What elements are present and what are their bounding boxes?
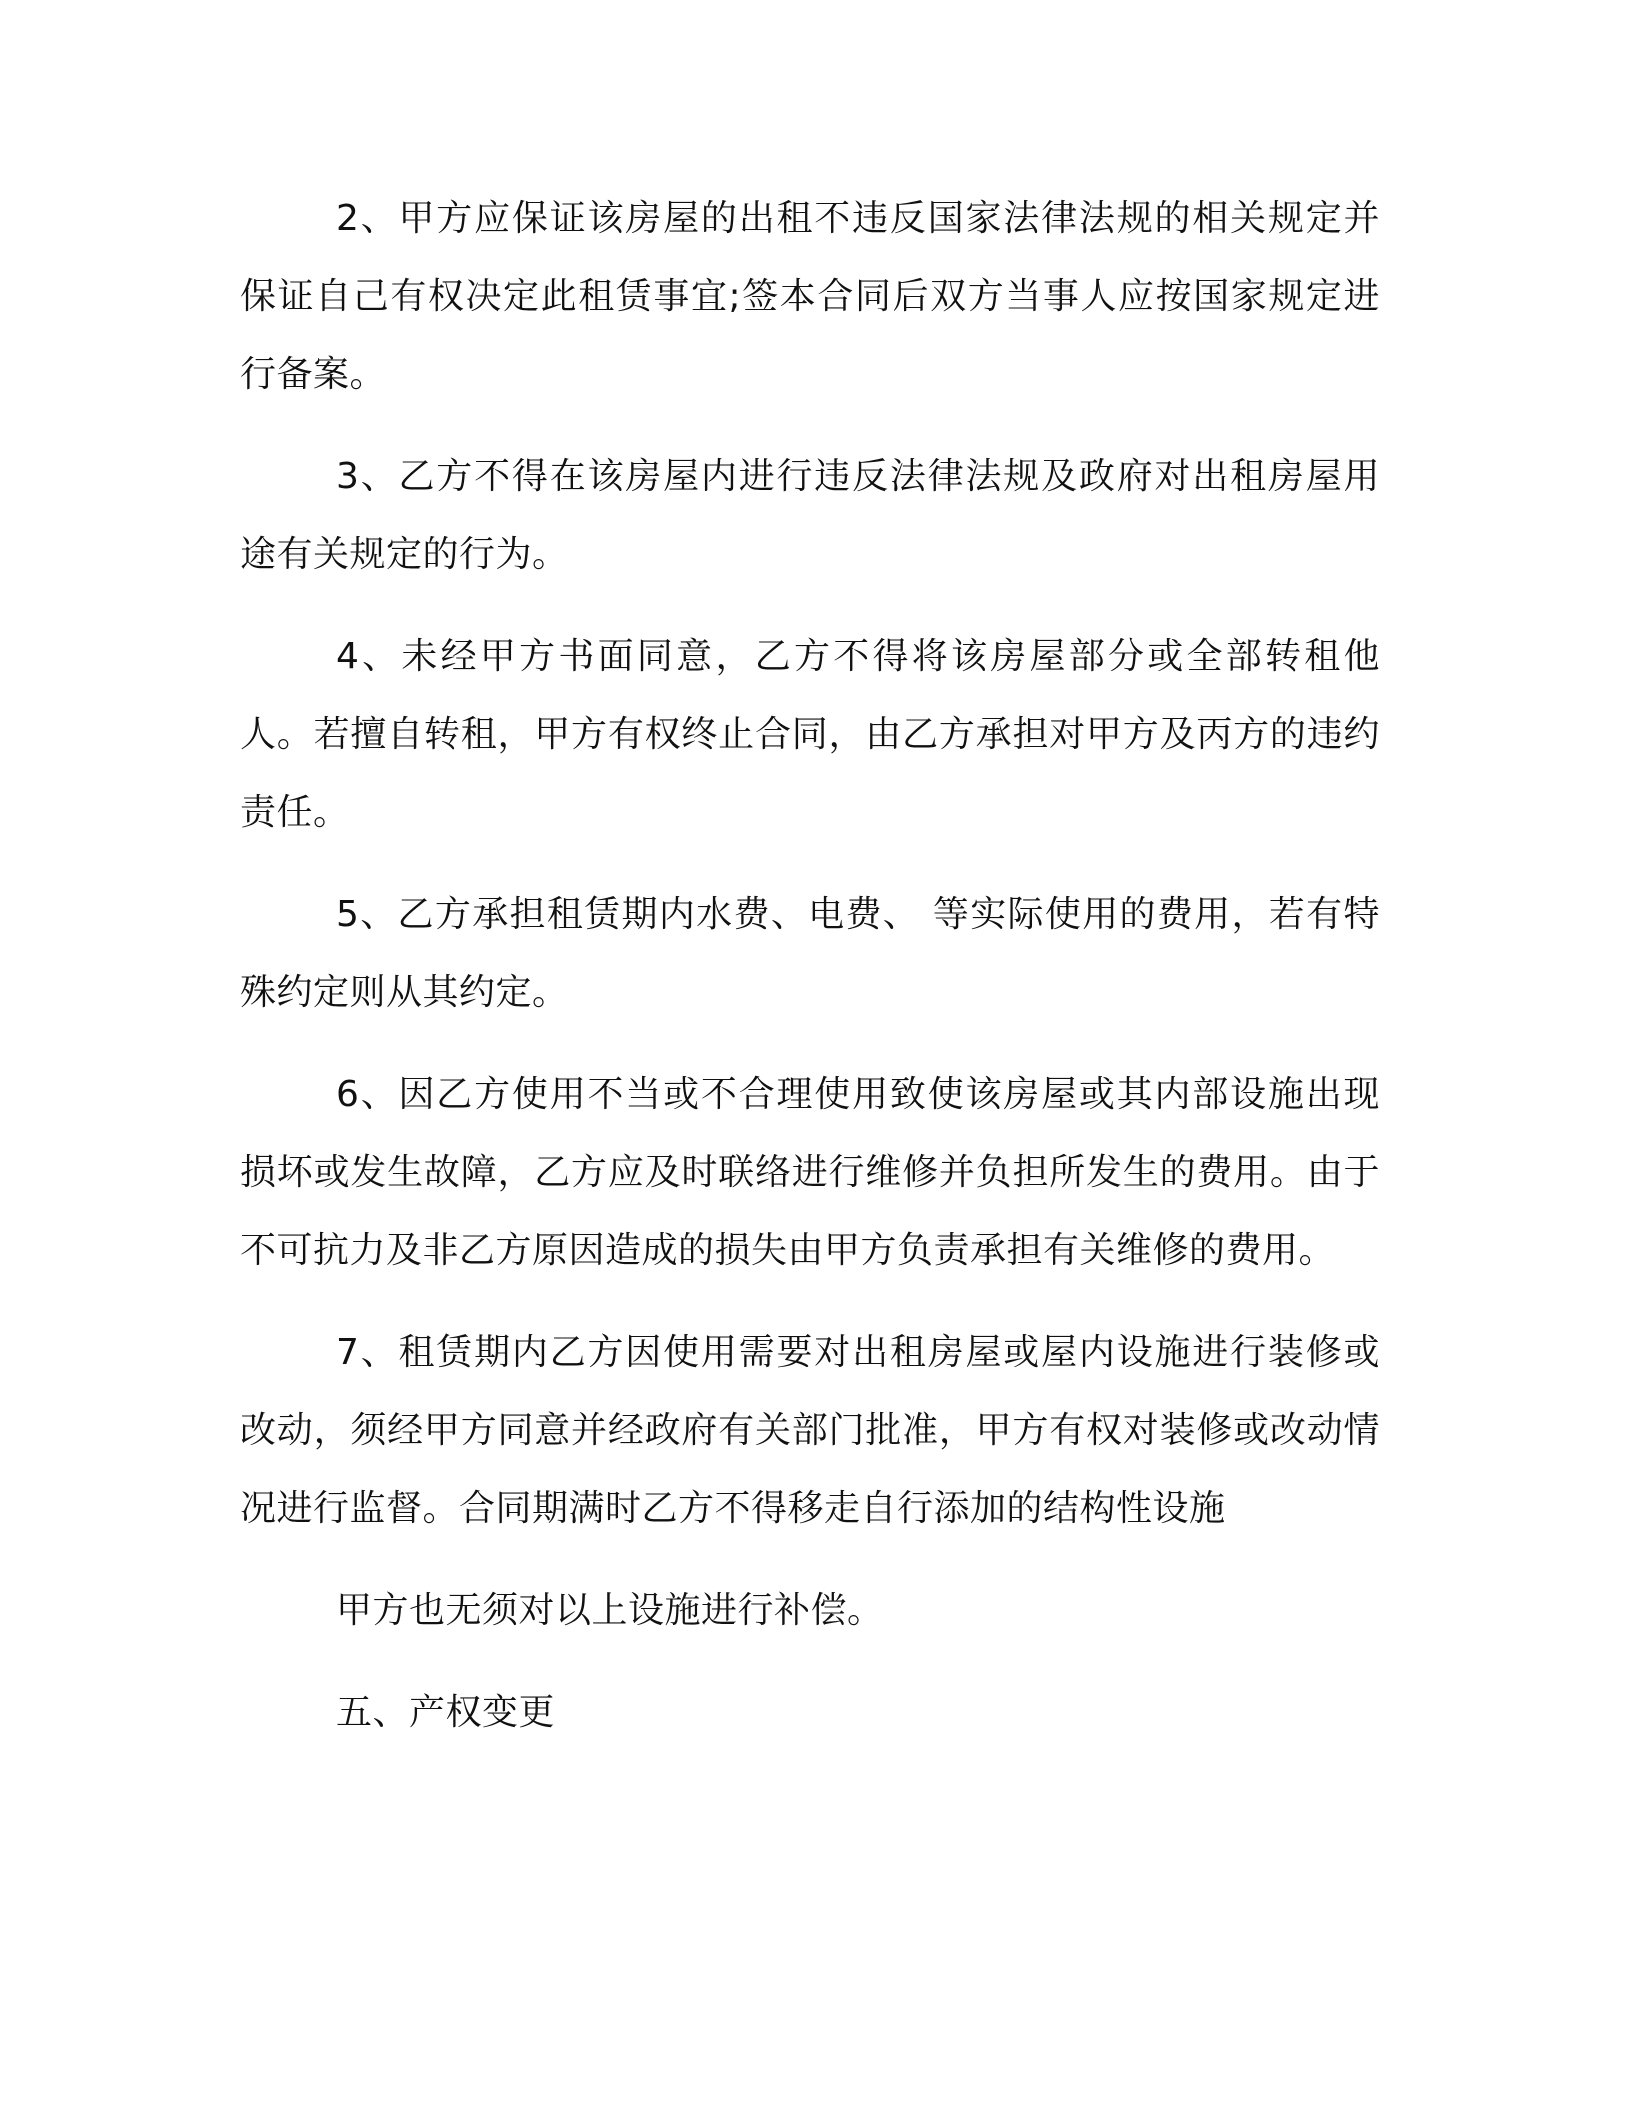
paragraph-clause-7: 7、租赁期内乙方因使用需要对出租房屋或屋内设施进行装修或改动，须经甲方同意并经政府有关部门批准，甲方有权对装修或改动情况进行监督。合同期满时乙方不得移走自行添加的结构性设施 xyxy=(240,1332,1380,1529)
paragraph-compensation: 甲方也无须对以上设施进行补偿。 xyxy=(336,1590,884,1631)
paragraph-clause-4: 4、未经甲方书面同意，乙方不得将该房屋部分或全部转租他人。若擅自转租，甲方有权终止合同，由乙方承担对甲方及丙方的违约责任。 xyxy=(240,636,1380,833)
paragraph-clause-5: 5、乙方承担租赁期内水费、电费、 等实际使用的费用，若有特殊约定则从其约定。 xyxy=(240,894,1380,1013)
paragraph-clause-3: 3、乙方不得在该房屋内进行违反法律法规及政府对出租房屋用途有关规定的行为。 xyxy=(240,456,1380,575)
paragraph-clause-2: 2、甲方应保证该房屋的出租不违反国家法律法规的相关规定并保证自己有权决定此租赁事宜;签本合同后双方当事人应按国家规定进行备案。 xyxy=(240,198,1380,395)
section-heading-property-change: 五、产权变更 xyxy=(336,1692,556,1733)
document-body xyxy=(240,180,1380,1776)
paragraph-clause-6: 6、因乙方使用不当或不合理使用致使该房屋或其内部设施出现损坏或发生故障，乙方应及时联络进行维修并负担所发生的费用。由于不可抗力及非乙方原因造成的损失由甲方负责承担有关维修的费用。 xyxy=(240,1074,1380,1271)
